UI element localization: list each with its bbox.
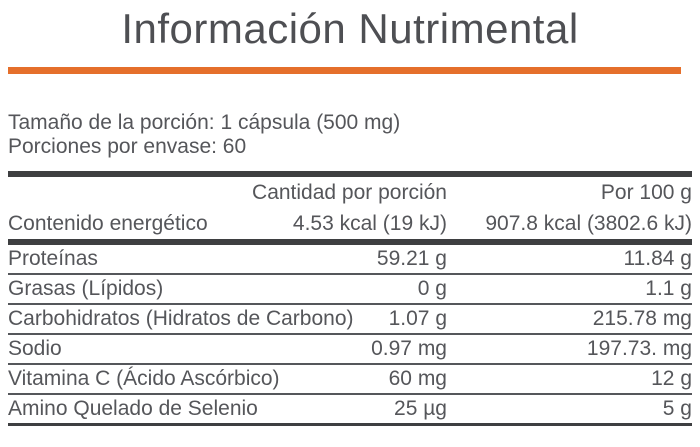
energy-label: Contenido energético <box>8 212 208 236</box>
nutrient-label: Proteínas <box>8 247 98 271</box>
nutrient-per-100g: 197.73. mg <box>586 337 692 361</box>
nutrient-per-100g: 11.84 g <box>623 247 692 271</box>
nutrient-per-serving: 0.97 mg <box>371 337 447 361</box>
column-header-per-100g: Por 100 g <box>600 181 692 205</box>
nutrient-per-serving: 25 µg <box>394 397 447 421</box>
nutrient-per-serving: 0 g <box>417 277 447 301</box>
nutrient-per-100g: 12 g <box>651 367 692 391</box>
nutrient-row-carbohidratos <box>8 305 692 335</box>
energy-per-100g: 907.8 kcal (3802.6 kJ) <box>485 212 692 236</box>
page-title: Información Nutrimental <box>121 5 579 52</box>
table-header <box>8 177 692 239</box>
serving-info <box>8 111 692 159</box>
nutrient-label: Carbohidratos (Hidratos de Carbono) <box>8 307 354 331</box>
column-headers-row <box>8 177 692 208</box>
nutrient-label: Sodio <box>8 337 62 361</box>
nutrient-row-proteinas <box>8 245 692 275</box>
nutrient-per-serving: 60 mg <box>388 367 447 391</box>
nutrient-per-serving: 59.21 g <box>376 247 447 271</box>
energy-row <box>8 208 692 239</box>
nutrient-row-selenio <box>8 395 692 426</box>
nutrient-per-100g: 5 g <box>662 397 692 421</box>
nutrient-label: Grasas (Lípidos) <box>8 277 164 301</box>
energy-per-serving: 4.53 kcal (19 kJ) <box>292 212 447 236</box>
nutrient-row-sodio <box>8 335 692 365</box>
nutrient-per-100g: 1.1 g <box>645 277 692 301</box>
column-header-per-serving: Cantidad por porción <box>252 181 447 205</box>
serving-size-line: Tamaño de la porción: 1 cápsula (500 mg) <box>8 111 401 135</box>
nutrient-row-grasas <box>8 275 692 305</box>
nutrient-label: Amino Quelado de Selenio <box>8 397 258 421</box>
nutrient-row-vitamina-c <box>8 365 692 395</box>
nutrient-per-100g: 215.78 mg <box>592 307 692 331</box>
nutrient-per-serving: 1.07 g <box>388 307 447 331</box>
servings-per-container-line: Porciones por envase: 60 <box>8 135 247 159</box>
accent-divider <box>8 67 681 74</box>
nutrient-label: Vitamina C (Ácido Ascórbico) <box>8 367 280 391</box>
